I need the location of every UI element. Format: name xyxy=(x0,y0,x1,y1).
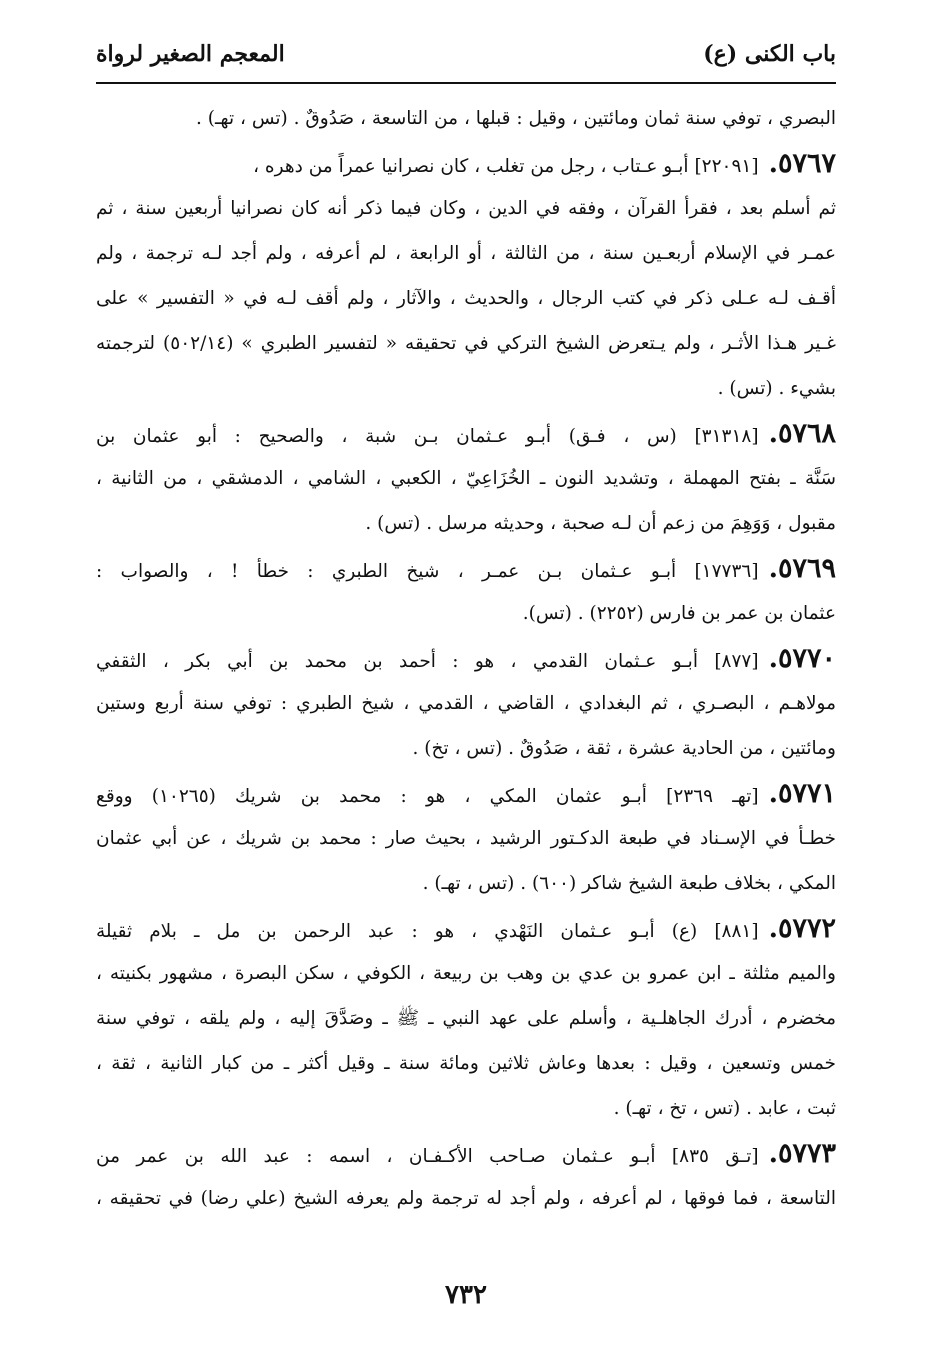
text-line xyxy=(96,771,836,816)
text-line xyxy=(96,591,836,636)
header-book-title: المعجم الصغير لرواة xyxy=(96,41,285,67)
line-text: [٨٨١] (ع) أبـو عـثمان النَهْدي ، هو : عبد الرحمن بن مل ـ بلام ثقيلة xyxy=(96,921,759,942)
line-text: [تهـ ٢٣٦٩] أبـو عثمان المكي ، هو : محمد بن شريك (١٠٢٦٥) ووقع xyxy=(96,786,759,807)
entry-number: ٥٧٧١. xyxy=(768,778,836,809)
line-text: [٣١٣١٨] (س ، فـق) أبـو عـثمان بـن شبة ، والصحيح : أبو عثمان بن xyxy=(96,426,759,447)
line-text: [٢٢٠٩١] أبـو عـتاب ، رجل من تغلب ، كان نصرانيا عمراً من دهره ، xyxy=(253,156,759,177)
line-text: [تـق ٨٣٥] أبـو عـثمان صـاحب الأكـفـان ، اسمه : عبد الله بن عمر من xyxy=(96,1146,759,1167)
line-text: مخضرم ، أدرك الجاهلـية ، وأسلم على عهد النبي ـ ﷺ ـ وصَدَّقَ إليه ، ولم يلقه ، توفي سنة xyxy=(96,1008,836,1029)
line-text: عثمان بن عمر بن فارس (٢٢٥٢) . (تس). xyxy=(522,603,836,624)
text-line xyxy=(96,636,836,681)
line-text: [١٧٧٣٦] أبـو عـثمان بـن عمـر ، شيخ الطبري : خطأ ! ، والصواب : xyxy=(96,561,759,582)
page-body xyxy=(96,96,836,1221)
text-line xyxy=(96,96,836,141)
text-line xyxy=(96,1131,836,1176)
line-text: البصري ، توفي سنة ثمان ومائتين ، وقيل : قبلها ، من التاسعة ، صَدُوقٌ . (تس ، تهـ) . xyxy=(196,108,836,129)
text-line xyxy=(96,861,836,906)
text-line xyxy=(96,276,836,321)
header-chapter-title: باب الكنى (ع) xyxy=(703,41,836,67)
line-text: عمـر في الإسلام أربعـين سنة ، من الثالثة ، أو الرابعة ، لم أعرفه ، ولم أجد لـه ترجمة ، ولم xyxy=(96,243,836,264)
text-line xyxy=(96,906,836,951)
text-line xyxy=(96,231,836,276)
line-text: مقبول ، وَوَهِمَ من زعم أن لـه صحبة ، وحديثه مرسل . (تس) . xyxy=(365,513,836,534)
entry-number: ٥٧٧٢. xyxy=(768,913,836,944)
line-text: خطـأ في الإسـناد في طبعة الدكـتور الرشيد ، بحيث صار : محمد بن شريك ، عن أبي عثمان xyxy=(96,828,836,849)
entry-number: ٥٧٧٣. xyxy=(768,1138,836,1169)
line-text: غـير هـذا الأثـر ، ولم يـتعرض الشيخ التركي في تحقيقه « لتفسير الطبري » (٥٠٢/١٤) لترجمته xyxy=(96,333,836,354)
text-line xyxy=(96,141,836,186)
text-line xyxy=(96,321,836,366)
text-line xyxy=(96,816,836,861)
text-line xyxy=(96,546,836,591)
header-rule xyxy=(96,82,836,84)
text-line xyxy=(96,456,836,501)
text-line xyxy=(96,411,836,456)
text-line xyxy=(96,1176,836,1221)
text-line xyxy=(96,951,836,996)
line-text: والميم مثلثة ـ ابن عمرو بن عدي بن وهب بن ربيعة ، الكوفي ، سكن البصرة ، مشهور بكنيته ، xyxy=(96,963,836,984)
text-line xyxy=(96,996,836,1041)
entry-number: ٥٧٦٩. xyxy=(768,553,836,584)
entry-number: ٥٧٦٧. xyxy=(768,148,836,179)
text-line xyxy=(96,186,836,231)
line-text: ثم أسلم بعد ، فقرأ القرآن ، وفقه في الدين ، وكان فيما ذكر أنه كان نصرانيا أربعين سنة ، ثم xyxy=(96,198,836,219)
text-line xyxy=(96,1086,836,1131)
entry-number: ٥٧٦٨. xyxy=(768,418,836,449)
running-header xyxy=(96,34,836,74)
line-text: سَنَّة ـ بفتح المهملة ، وتشديد النون ـ الخُزَاعِيّ ، الكعبي ، الشامي ، الدمشقي ، من الثانية ، xyxy=(96,468,836,489)
line-text: أقـف لـه عـلى ذكر في كتب الرجال ، والحديث ، والآثار ، ولم أقف لـه في « التفسير » على xyxy=(96,288,836,309)
page-number: ٧٣٢ xyxy=(445,1280,487,1310)
line-text: مولاهـم ، البصـري ، ثم البغدادي ، القاضي ، القدمي ، شيخ الطبري : توفي سنة أربع وستين xyxy=(96,693,836,714)
text-line xyxy=(96,1041,836,1086)
text-line xyxy=(96,366,836,411)
text-line xyxy=(96,501,836,546)
text-line xyxy=(96,681,836,726)
entry-number: ٥٧٧٠. xyxy=(768,643,836,674)
line-text: ومائتين ، من الحادية عشرة ، ثقة ، صَدُوقٌ . (تس ، تخ) . xyxy=(412,738,836,759)
line-text: [٨٧٧] أبـو عـثمان القدمي ، هو : أحمد بن محمد بن أبي بكر ، الثقفي xyxy=(96,651,759,672)
line-text: خمس وتسعين ، وقيل : بعدها وعاش ثلاثين ومائة سنة ـ وقيل أكثر ـ من كبار الثانية ، ثقة ، xyxy=(96,1053,836,1074)
line-text: ثبت ، عابد . (تس ، تخ ، تهـ) . xyxy=(613,1098,836,1119)
line-text: التاسعة ، فما فوقها ، لم أعرفه ، ولم أجد له ترجمة ولم يعرفه الشيخ (علي رضا) في تحقيقه ، xyxy=(96,1188,836,1209)
line-text: المكي ، بخلاف طبعة الشيخ شاكر (٦٠٠) . (تس ، تهـ) . xyxy=(422,873,836,894)
text-line xyxy=(96,726,836,771)
line-text: بشيء . (تس) . xyxy=(717,378,836,399)
